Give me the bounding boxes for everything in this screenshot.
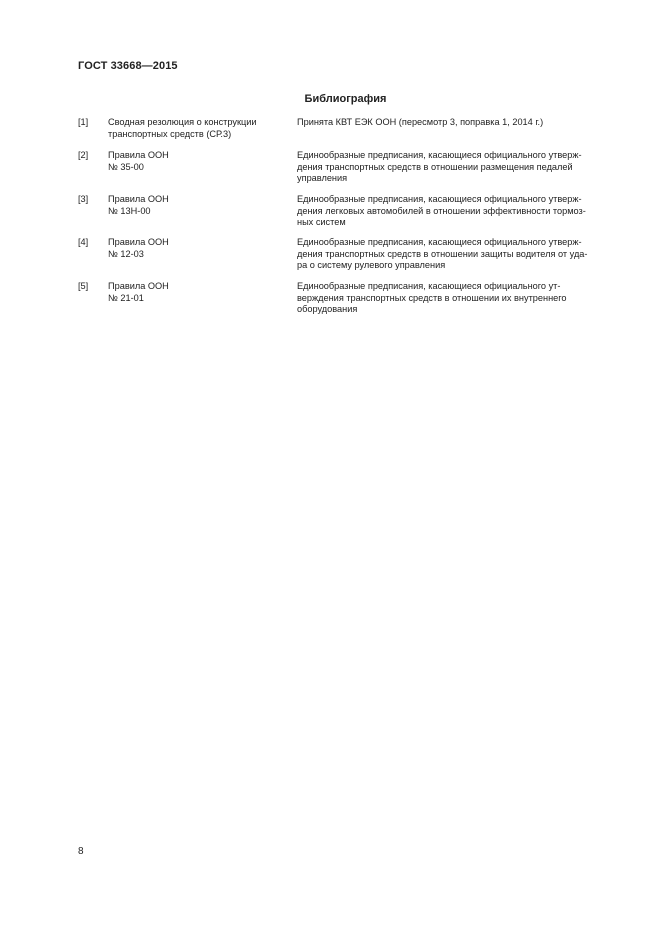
entry-description-line: ных систем — [297, 217, 346, 227]
entry-description-line: Единообразные предписания, касающиеся официального утверж- — [297, 194, 582, 204]
entry-description — [297, 194, 615, 229]
entry-source — [108, 150, 278, 173]
entry-description-line: управления — [297, 173, 348, 183]
entry-description-line: дения транспортных средств в отношении размещения педалей — [297, 161, 573, 172]
entry-number: [1] — [78, 117, 89, 127]
entry-description — [297, 281, 615, 316]
entry-source-line: № 13Н-00 — [108, 205, 151, 216]
page-number: 8 — [78, 846, 84, 857]
entry-number: [4] — [78, 237, 89, 247]
entry-description-line: дения легковых автомобилей в отношении эффективности тормоз- — [297, 205, 586, 216]
bibliography-title: Библиография — [304, 93, 387, 105]
entry-description-line: Единообразные предписания, касающиеся официального ут- — [297, 281, 561, 291]
entry-source-line: № 12-03 — [108, 248, 144, 259]
entry-source-line: № 35-00 — [108, 161, 144, 172]
entry-source — [108, 281, 278, 304]
entry-description — [297, 150, 615, 185]
entry-description-line: Единообразные предписания, касающиеся официального утверж- — [297, 237, 582, 247]
entry-source-line: Правила ООН — [108, 150, 169, 160]
entry-description-line: ра о систему рулевого управления — [297, 260, 446, 270]
entry-source — [108, 117, 278, 140]
entry-source-line: № 21-01 — [108, 292, 144, 303]
entry-source-line: Правила ООН — [108, 281, 169, 291]
entry-description-line: дения транспортных средств в отношении защиты водителя от уда- — [297, 248, 588, 259]
entry-description — [297, 237, 615, 272]
entry-number: [3] — [78, 194, 89, 204]
entry-description-line: Принята КВТ ЕЭК ООН (пересмотр 3, поправка 1, 2014 г.) — [297, 117, 544, 127]
entry-description-line: Единообразные предписания, касающиеся официального утверж- — [297, 150, 582, 160]
entry-source-line: Сводная резолюция о конструкции — [108, 117, 257, 127]
entry-number: [5] — [78, 281, 89, 291]
entry-description-line: верждения транспортных средств в отношении их внутреннего — [297, 292, 567, 303]
document-header: ГОСТ 33668—2015 — [78, 60, 178, 72]
entry-source-line: Правила ООН — [108, 194, 169, 204]
entry-number: [2] — [78, 150, 89, 160]
entry-source-line: Правила ООН — [108, 237, 169, 247]
entry-source-line: транспортных средств (СР.3) — [108, 128, 232, 139]
entry-description — [297, 117, 615, 129]
entry-description-line: оборудования — [297, 304, 358, 314]
entry-source — [108, 237, 278, 260]
entry-source — [108, 194, 278, 217]
